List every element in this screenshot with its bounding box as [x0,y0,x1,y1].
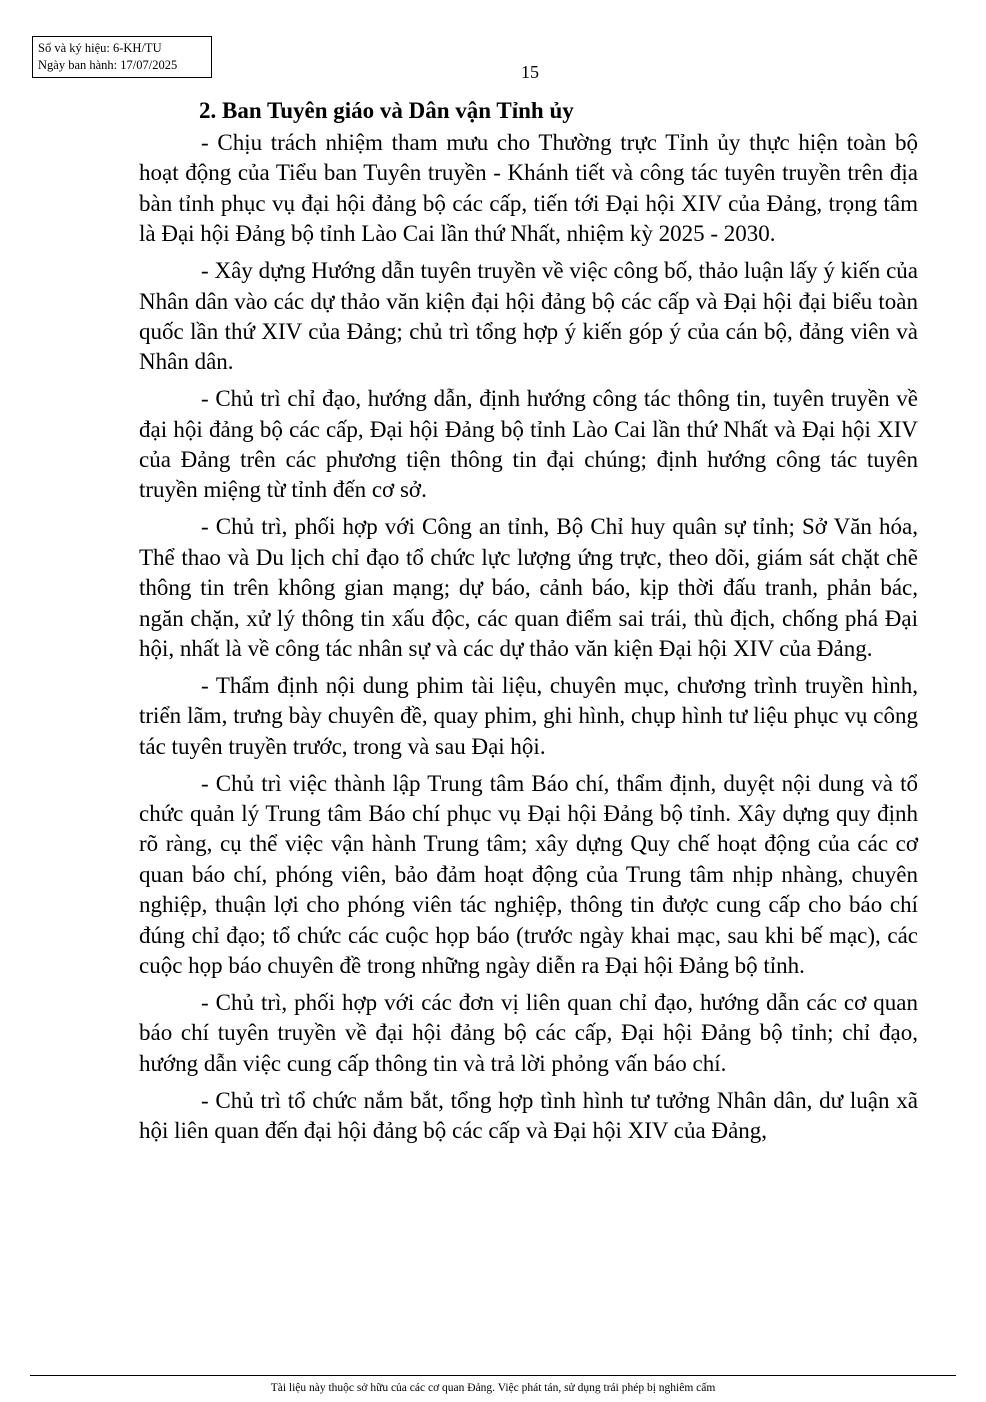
footer-confidentiality-note: Tài liệu này thuộc sở hữu của các cơ quan Đảng. Việc phát tán, sử dụng trái phép bị nghiêm cấm [270,1382,716,1394]
paragraph: - Chủ trì tổ chức nắm bắt, tổng hợp tình hình tư tưởng Nhân dân, dư luận xã hội liên quan đến đại hội đảng bộ các cấp và Đại hội XIV của Đảng, [139,1087,918,1144]
paragraph: - Chịu trách nhiệm tham mưu cho Thường trực Tỉnh ủy thực hiện toàn bộ hoạt động của Tiểu ban Tuyên truyền - Khánh tiết và công tác tuyên truyền trên địa bàn tỉnh phục vụ đại hội đảng bộ các cấp, tiến tới Đại hội XIV của Đảng, trọng tâm là Đại hội Đảng bộ tỉnh Lào Cai lần thứ Nhất, nhiệm kỳ 2025 - 2030. [139,130,918,247]
page-number: 15 [521,62,539,82]
paragraph: - Thẩm định nội dung phim tài liệu, chuyên mục, chương trình truyền hình, triển lãm, trưng bày chuyên đề, quay phim, ghi hình, chụp hình tư liệu phục vụ công tác tuyên truyền trước, trong và sau Đại hội. [139,672,918,759]
document-number: Số và ký hiệu: 6-KH/TU [38,41,162,55]
section-heading: 2. Ban Tuyên giáo và Dân vận Tỉnh ủy [199,98,574,123]
issue-date: Ngày ban hành: 17/07/2025 [38,58,178,72]
footer-divider [30,1375,956,1376]
document-body [139,96,918,1153]
paragraph: - Xây dựng Hướng dẫn tuyên truyền về việc công bố, thảo luận lấy ý kiến của Nhân dân vào các dự thảo văn kiện đại hội đảng bộ các cấp và Đại hội đại biểu toàn quốc lần thứ XIV của Đảng; chủ trì tổng hợp ý kiến góp ý của cán bộ, đảng viên và Nhân dân. [139,258,918,375]
paragraph: - Chủ trì chỉ đạo, hướng dẫn, định hướng công tác thông tin, tuyên truyền về đại hội đảng bộ các cấp, Đại hội Đảng bộ tỉnh Lào Cai lần thứ Nhất và Đại hội XIV của Đảng trên các phương tiện thông tin đại chúng; định hướng công tác tuyên truyền miệng từ tỉnh đến cơ sở. [139,386,918,503]
paragraph: - Chủ trì việc thành lập Trung tâm Báo chí, thẩm định, duyệt nội dung và tổ chức quản lý Trung tâm Báo chí phục vụ Đại hội Đảng bộ tỉnh. Xây dựng quy định rõ ràng, cụ thể việc vận hành Trung tâm; xây dựng Quy chế hoạt động của các cơ quan báo chí, phóng viên, bảo đảm hoạt động của Trung tâm nhịp nhàng, chuyên nghiệp, thuận lợi cho phóng viên tác nghiệp, thông tin được cung cấp cho báo chí đúng chỉ đạo; tổ chức các cuộc họp báo (trước ngày khai mạc, sau khi bế mạc), các cuộc họp báo chuyên đề trong những ngày diễn ra Đại hội Đảng bộ tỉnh. [139,770,918,979]
paragraph: - Chủ trì, phối hợp với các đơn vị liên quan chỉ đạo, hướng dẫn các cơ quan báo chí tuyên truyền về đại hội đảng bộ các cấp, Đại hội Đảng bộ tỉnh; chỉ đạo, hướng dẫn việc cung cấp thông tin và trả lời phỏng vấn báo chí. [139,989,918,1076]
paragraph: - Chủ trì, phối hợp với Công an tỉnh, Bộ Chỉ huy quân sự tỉnh; Sở Văn hóa, Thể thao và Du lịch chỉ đạo tổ chức lực lượng ứng trực, theo dõi, giám sát chặt chẽ thông tin trên không gian mạng; dự báo, cảnh báo, kịp thời đấu tranh, phản bác, ngăn chặn, xử lý thông tin xấu độc, các quan điểm sai trái, thù địch, chống phá Đại hội, nhất là về công tác nhân sự và các dự thảo văn kiện Đại hội XIV của Đảng. [139,514,918,661]
